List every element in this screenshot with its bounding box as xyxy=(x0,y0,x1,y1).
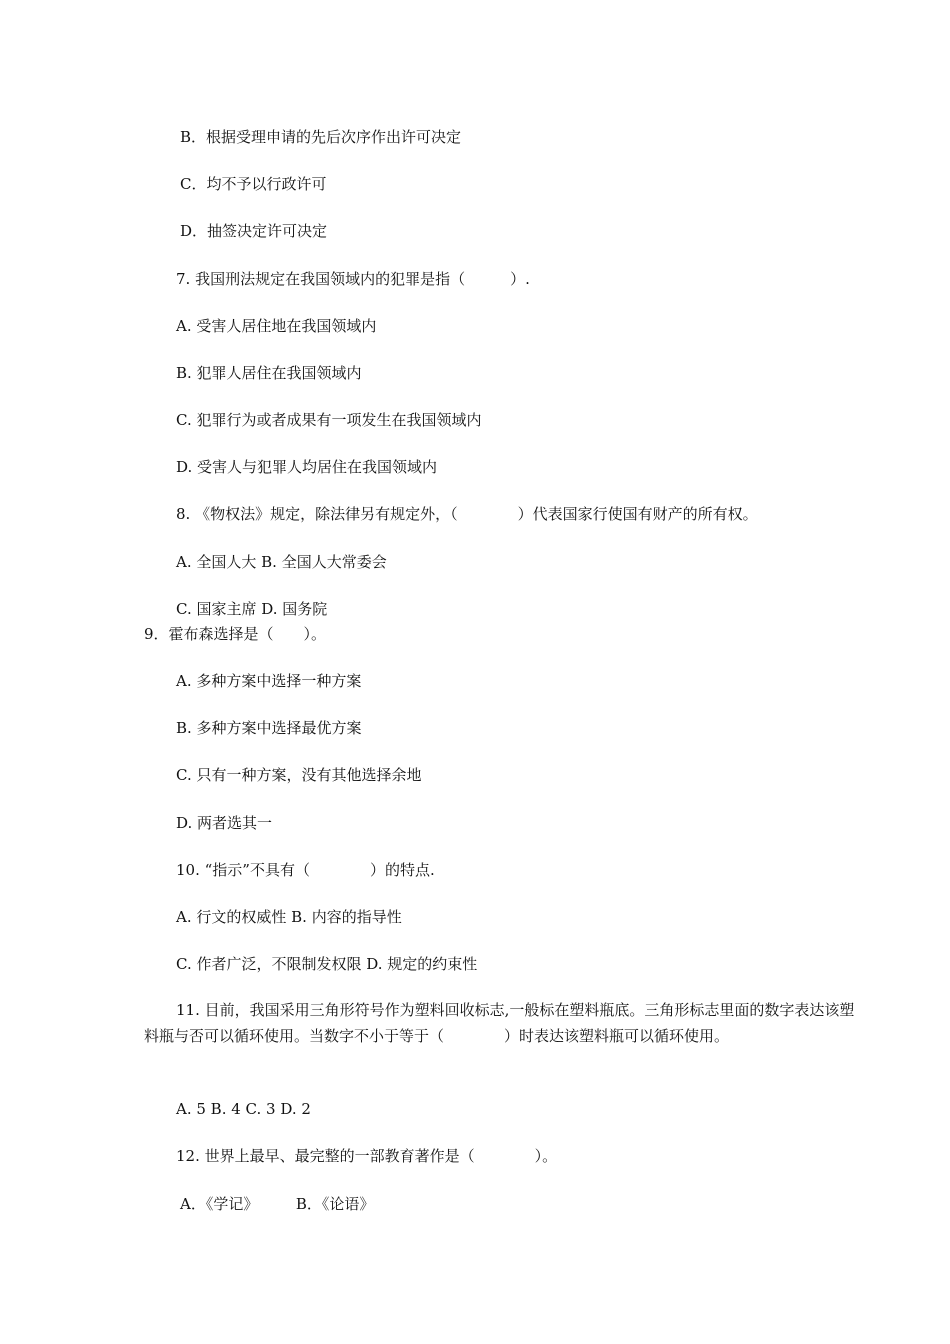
option-8ab: A. 全国人大 B. 全国人大常委会 xyxy=(176,553,387,571)
option-7c: C. 犯罪行为或者成果有一项发生在我国领域内 xyxy=(176,411,482,429)
option-6d: D．抽签决定许可决定 xyxy=(180,222,328,240)
option-7b: B. 犯罪人居住在我国领域内 xyxy=(176,364,362,382)
option-10ab: A. 行文的权威性 B. 内容的指导性 xyxy=(176,908,402,926)
question-7: 7. 我国刑法规定在我国领域内的犯罪是指（ ）. xyxy=(176,270,530,288)
option-9a: A. 多种方案中选择一种方案 xyxy=(176,672,362,690)
option-6c: C．均不予以行政许可 xyxy=(180,175,327,193)
option-9d: D. 两者选其一 xyxy=(176,814,273,832)
option-12ab: A．《学记》 B．《论语》 xyxy=(180,1195,375,1213)
option-7d: D. 受害人与犯罪人均居住在我国领域内 xyxy=(176,458,438,476)
option-11: A. 5 B. 4 C. 3 D. 2 xyxy=(176,1100,311,1118)
question-12: 12. 世界上最早、最完整的一部教育著作是（ ）。 xyxy=(176,1147,558,1165)
option-10cd: C. 作者广泛，不限制发权限 D. 规定的约束性 xyxy=(176,955,478,973)
option-9c: C. 只有一种方案，没有其他选择余地 xyxy=(176,766,422,784)
option-8cd: C. 国家主席 D. 国务院 xyxy=(176,600,328,618)
question-8: 8. 《物权法》规定，除法律另有规定外，（ ）代表国家行使国有财产的所有权。 xyxy=(176,505,758,523)
option-9b: B. 多种方案中选择最优方案 xyxy=(176,719,362,737)
option-6b: B．根据受理申请的先后次序作出许可决定 xyxy=(180,128,462,146)
question-11: 11. 目前，我国采用三角形符号作为塑料回收标志,一般标在塑料瓶底。三角形标志里面的数字表达该塑料瓶与否可以循环使用。当数字不小于等于（ ）时表达该塑料瓶可以循环使用。 xyxy=(144,1001,855,1045)
option-7a: A. 受害人居住地在我国领域内 xyxy=(176,317,377,335)
question-10: 10. “指示”不具有（ ）的特点. xyxy=(176,861,435,879)
question-9: 9．霍布森选择是（ ）。 xyxy=(144,625,327,643)
